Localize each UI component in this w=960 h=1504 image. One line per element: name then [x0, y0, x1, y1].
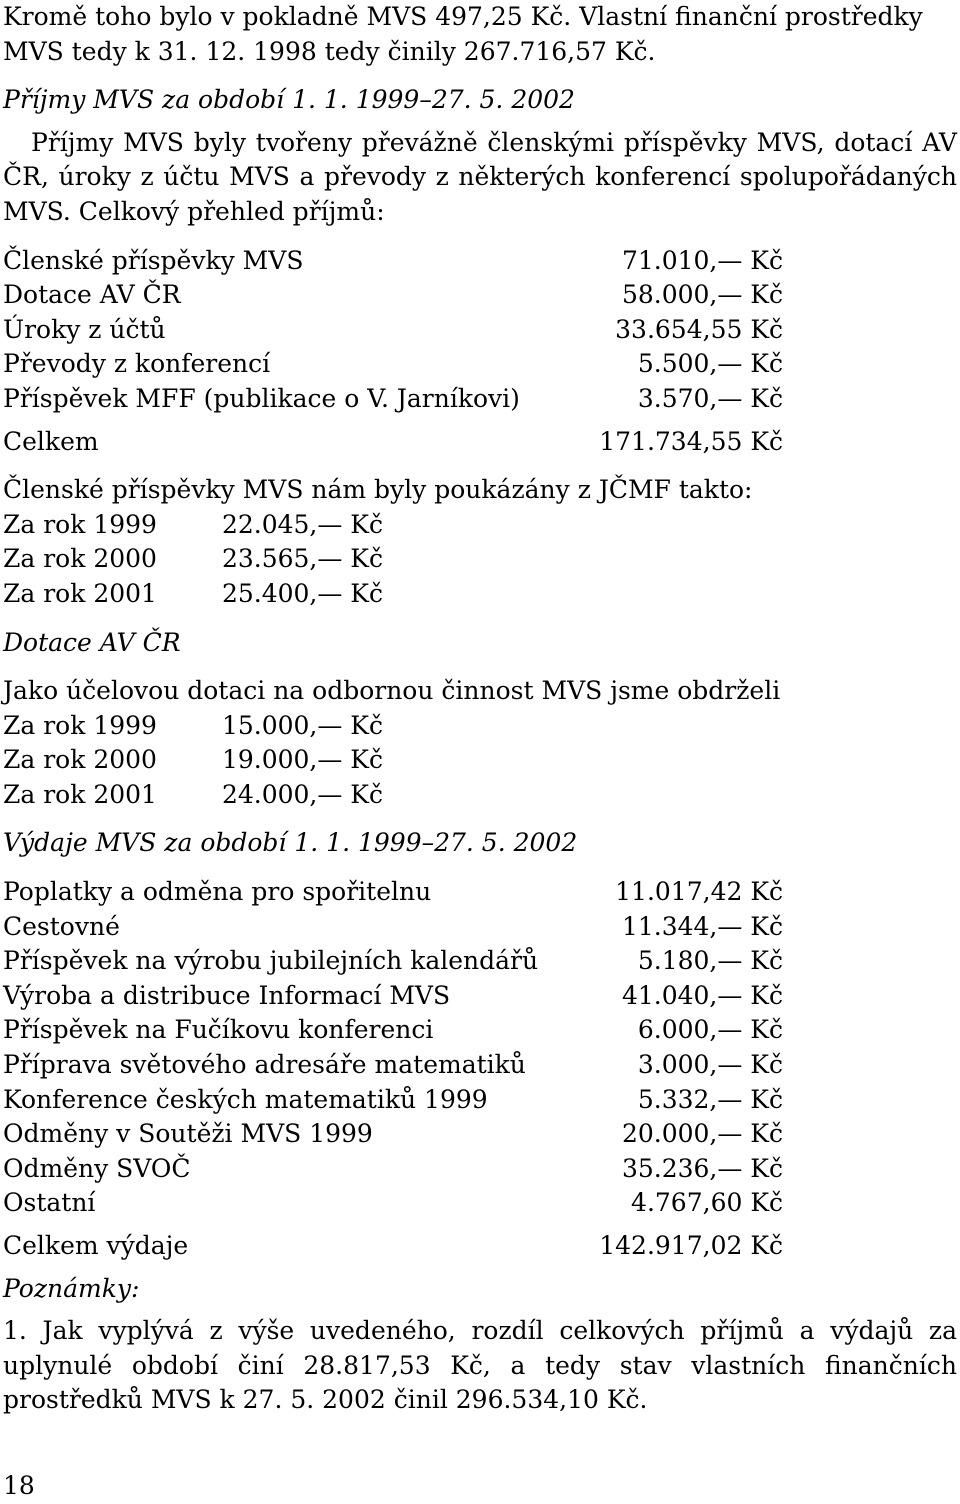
expense-label: Konference českých matematiků 1999	[3, 1084, 488, 1114]
grant-intro: Jako účelovou dotaci na odbornou činnost MVS jsme obdrželi	[3, 676, 781, 706]
note-1: 1. Jak vyplývá z výše uvedeného, rozdíl celkových příjmů a výdajů za uplynulé období činí 28.817,53 Kč, a tedy stav vlastních finančních prostředků MVS k 27. 5. 2002 činil 296.534,10 Kč.	[3, 1316, 957, 1415]
income-row	[3, 244, 957, 279]
grant-amount: 24.000,— Kč	[221, 779, 383, 809]
expense-label: Ostatní	[3, 1188, 96, 1218]
expense-amount: 5.332,— Kč	[637, 1084, 783, 1114]
dues-year: Za rok 2000	[3, 544, 157, 574]
income-total-label: Celkem	[3, 426, 99, 456]
dues-row	[3, 542, 957, 577]
income-row	[3, 382, 957, 417]
income-label: Úroky z účtů	[3, 314, 166, 344]
expense-row	[3, 1117, 957, 1152]
grant-row	[3, 743, 957, 778]
expense-heading: Výdaje MVS za období 1. 1. 1999–27. 5. 2002	[3, 828, 578, 858]
expense-row	[3, 1186, 957, 1221]
income-label: Dotace AV ČR	[3, 280, 181, 310]
expense-row	[3, 1013, 957, 1048]
income-paragraph: Příjmy MVS byly tvořeny převážně členskými příspěvky MVS, dotací AV ČR, úroky z účtu MVS a převody z některých konferencí spolupořádaných MVS. Celkový přehled příjmů:	[3, 127, 957, 226]
income-label: Příspěvek MFF (publikace o V. Jarníkovi)	[3, 383, 520, 413]
grant-heading: Dotace AV ČR	[3, 627, 181, 657]
expense-amount: 11.017,42 Kč	[615, 877, 783, 907]
expense-total-label: Celkem výdaje	[3, 1231, 189, 1260]
expense-row	[3, 1048, 957, 1083]
expense-row	[3, 944, 957, 979]
expense-amount: 20.000,— Kč	[621, 1119, 783, 1149]
income-row	[3, 278, 957, 313]
dues-table	[3, 508, 957, 612]
notes-heading: Poznámky:	[3, 1273, 140, 1303]
dues-row	[3, 508, 957, 543]
grant-amount: 15.000,— Kč	[221, 710, 383, 740]
income-table	[3, 244, 957, 460]
expense-amount: 11.344,— Kč	[621, 911, 783, 941]
income-label: Převody z konferencí	[3, 349, 271, 379]
income-amount: 5.500,— Kč	[637, 349, 783, 379]
dues-amount: 22.045,— Kč	[221, 509, 383, 539]
income-amount: 71.010,— Kč	[621, 245, 783, 275]
dues-row	[3, 577, 957, 612]
expense-row	[3, 875, 957, 910]
expense-label: Odměny v Soutěži MVS 1999	[3, 1119, 373, 1149]
income-amount: 33.654,55 Kč	[615, 314, 783, 344]
expense-amount: 3.000,— Kč	[637, 1050, 783, 1080]
income-amount: 3.570,— Kč	[637, 383, 783, 413]
expense-total-amount: 142.917,02 Kč	[599, 1231, 783, 1260]
income-total-row	[3, 425, 957, 460]
income-label: Členské příspěvky MVS	[3, 245, 304, 275]
expense-amount: 6.000,— Kč	[637, 1015, 783, 1045]
expense-row	[3, 910, 957, 945]
intro-line-2: MVS tedy k 31. 12. 1998 tedy činily 267.716,57 Kč.	[3, 36, 656, 66]
income-row	[3, 313, 957, 348]
grant-year: Za rok 2001	[3, 779, 157, 809]
expense-label: Odměny SVOČ	[3, 1153, 191, 1183]
dues-amount: 23.565,— Kč	[221, 544, 383, 574]
expense-total-row	[3, 1229, 957, 1264]
grant-year: Za rok 2000	[3, 745, 157, 775]
page-number: 18	[3, 1471, 35, 1500]
expense-label: Příspěvek na výrobu jubilejních kalendářů	[3, 946, 539, 976]
dues-intro: Členské příspěvky MVS nám byly poukázány z JČMF takto:	[3, 475, 753, 505]
grant-year: Za rok 1999	[3, 710, 157, 740]
dues-year: Za rok 2001	[3, 578, 157, 608]
document-page	[3, 0, 957, 1418]
dues-year: Za rok 1999	[3, 509, 157, 539]
expense-row	[3, 979, 957, 1014]
expense-label: Výroba a distribuce Informací MVS	[3, 980, 451, 1010]
expense-amount: 5.180,— Kč	[637, 946, 783, 976]
expense-label: Cestovné	[3, 911, 120, 941]
grant-amount: 19.000,— Kč	[221, 745, 383, 775]
grant-table	[3, 709, 957, 813]
expense-row	[3, 1152, 957, 1187]
intro-line-1: Kromě toho bylo v pokladně MVS 497,25 Kč. Vlastní finanční prostředky	[3, 2, 923, 31]
grant-row	[3, 778, 957, 813]
dues-amount: 25.400,— Kč	[221, 578, 383, 608]
expense-amount: 41.040,— Kč	[621, 980, 783, 1010]
income-row	[3, 347, 957, 382]
income-amount: 58.000,— Kč	[621, 280, 783, 310]
expense-label: Příspěvek na Fučíkovu konferenci	[3, 1015, 434, 1045]
grant-row	[3, 709, 957, 744]
expense-amount: 35.236,— Kč	[621, 1153, 783, 1183]
income-total-amount: 171.734,55 Kč	[599, 426, 783, 456]
expense-label: Poplatky a odměna pro spořitelnu	[3, 877, 432, 907]
expense-row	[3, 1083, 957, 1118]
income-heading: Příjmy MVS za období 1. 1. 1999–27. 5. 2002	[3, 85, 575, 115]
expense-amount: 4.767,60 Kč	[631, 1188, 783, 1218]
expense-table	[3, 875, 957, 1264]
expense-label: Příprava světového adresáře matematiků	[3, 1050, 526, 1080]
